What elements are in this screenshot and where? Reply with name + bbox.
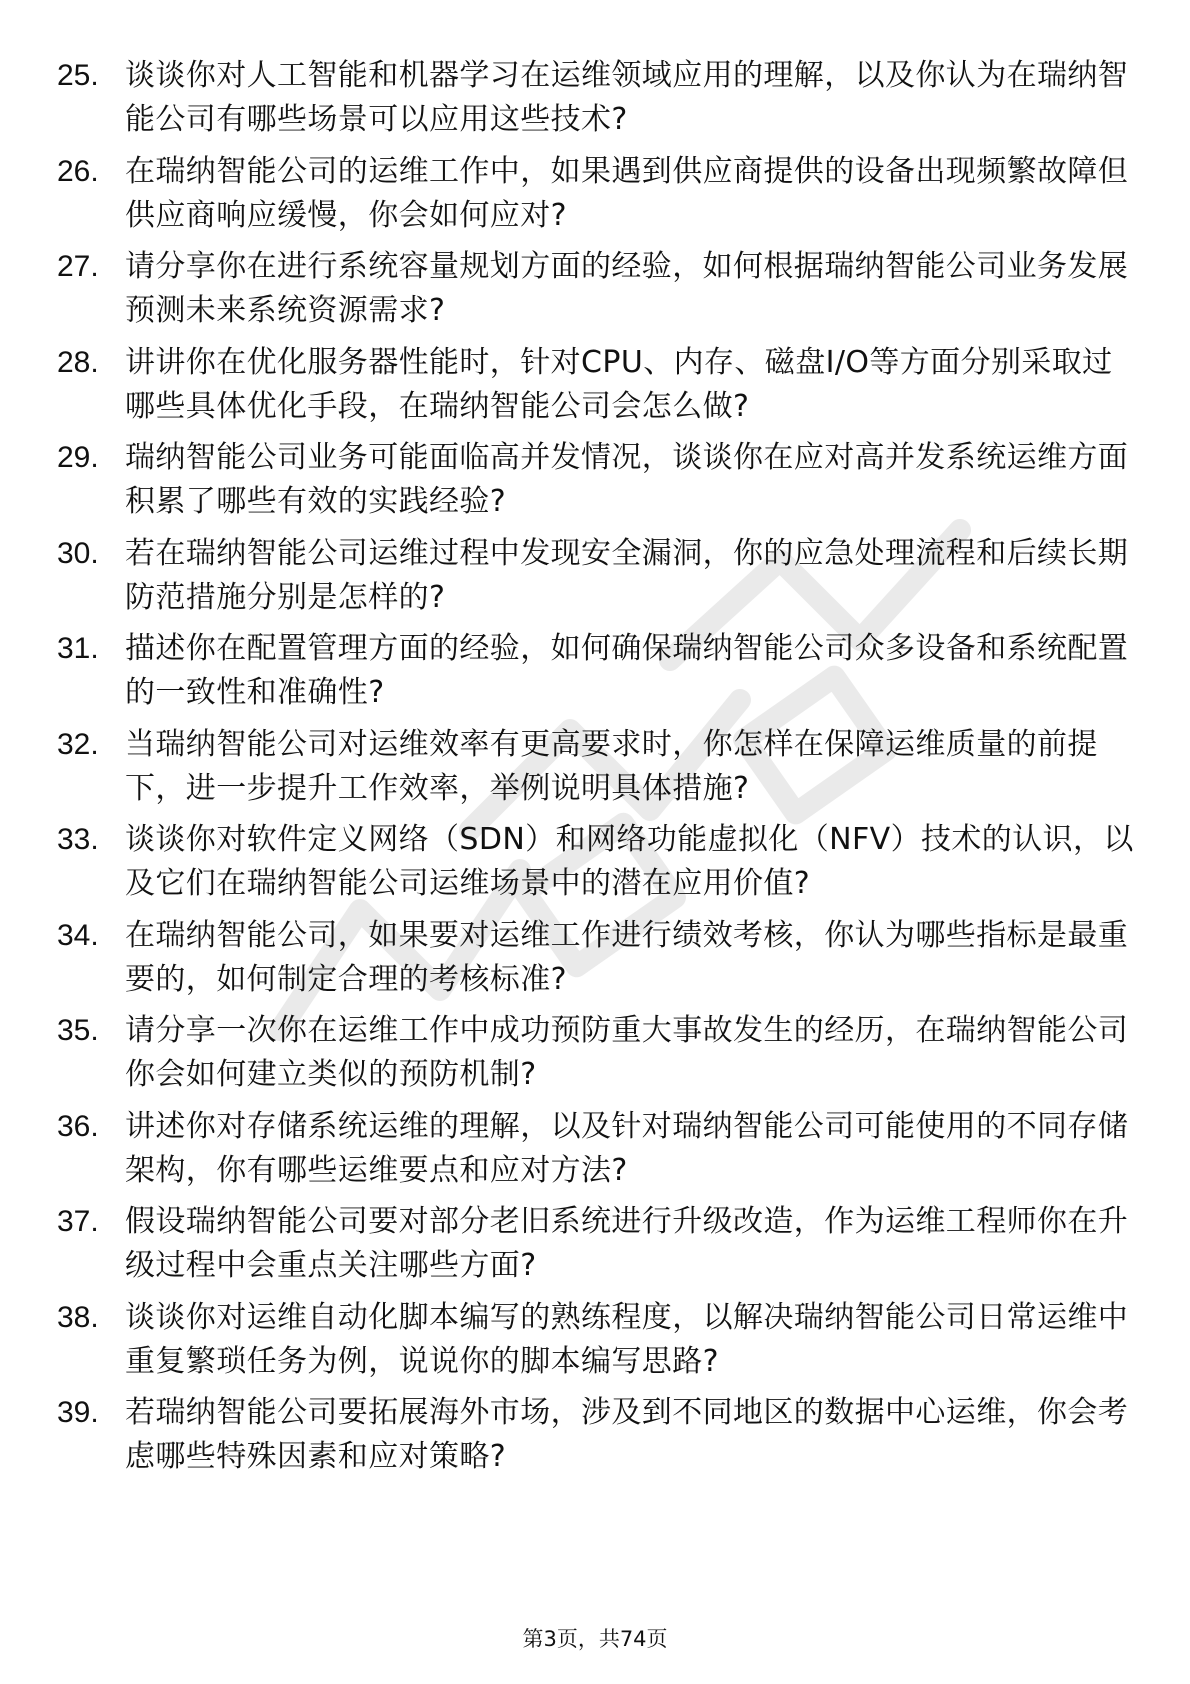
question-item: [57, 1105, 1137, 1201]
question-item: [57, 627, 1137, 723]
question-text: 在瑞纳智能公司的运维工作中，如果遇到供应商提供的设备出现频繁故障但供应商响应缓慢，你会如何应对?: [125, 153, 1129, 233]
question-number: 29.: [57, 441, 99, 474]
question-text: 若在瑞纳智能公司运维过程中发现安全漏洞，你的应急处理流程和后续长期防范措施分别是怎样的?: [125, 535, 1129, 615]
question-number: 30.: [57, 536, 99, 570]
question-item: [57, 914, 1137, 1010]
question-number: 25.: [57, 59, 99, 92]
question-item: [57, 150, 1137, 246]
question-list: [57, 54, 1137, 1487]
question-number: 38.: [57, 1300, 99, 1334]
question-number: 32.: [57, 727, 99, 761]
question-text: 若瑞纳智能公司要拓展海外市场，涉及到不同地区的数据中心运维，你会考虑哪些特殊因素和应对策略?: [125, 1395, 1129, 1474]
question-item: [57, 1009, 1137, 1105]
page-number: 第3页，共74页: [522, 1627, 668, 1651]
question-item: [57, 1391, 1137, 1487]
question-number: 31.: [57, 632, 99, 665]
question-item: [57, 341, 1137, 437]
question-number: 27.: [57, 250, 99, 283]
question-text: 当瑞纳智能公司对运维效率有更高要求时，你怎样在保障运维质量的前提下，进一步提升工作效率，举例说明具体措施?: [125, 726, 1098, 806]
question-text: 请分享你在进行系统容量规划方面的经验，如何根据瑞纳智能公司业务发展预测未来系统资源需求?: [125, 249, 1129, 328]
question-number: 26.: [57, 154, 99, 188]
question-number: 35.: [57, 1014, 99, 1047]
question-item: [57, 1296, 1137, 1392]
question-item: [57, 54, 1137, 150]
question-number: 39.: [57, 1396, 99, 1429]
question-number: 34.: [57, 918, 99, 952]
question-number: 36.: [57, 1109, 99, 1143]
question-item: [57, 245, 1137, 341]
question-item: [57, 436, 1137, 532]
question-text: 假设瑞纳智能公司要对部分老旧系统进行升级改造，作为运维工程师你在升级过程中会重点关注哪些方面?: [125, 1204, 1129, 1283]
question-number: 28.: [57, 345, 99, 379]
question-text: 谈谈你对软件定义网络（SDN）和网络功能虚拟化（NFV）技术的认识，以及它们在瑞纳智能公司运维场景中的潜在应用价值?: [125, 822, 1134, 901]
question-number: 37.: [57, 1205, 99, 1238]
question-text: 在瑞纳智能公司，如果要对运维工作进行绩效考核，你认为哪些指标是最重要的，如何制定合理的考核标准?: [125, 917, 1129, 997]
question-text: 讲讲你在优化服务器性能时，针对CPU、内存、磁盘I/O等方面分别采取过哪些具体优化手段，在瑞纳智能公司会怎么做?: [125, 344, 1113, 424]
question-text: 讲述你对存储系统运维的理解，以及针对瑞纳智能公司可能使用的不同存储架构，你有哪些运维要点和应对方法?: [125, 1108, 1129, 1188]
question-item: [57, 532, 1137, 628]
question-number: 33.: [57, 823, 99, 856]
question-text: 谈谈你对运维自动化脚本编写的熟练程度，以解决瑞纳智能公司日常运维中重复繁琐任务为例，说说你的脚本编写思路?: [125, 1299, 1129, 1379]
question-text: 描述你在配置管理方面的经验，如何确保瑞纳智能公司众多设备和系统配置的一致性和准确性?: [125, 631, 1129, 710]
question-item: [57, 1200, 1137, 1296]
question-item: [57, 723, 1137, 819]
question-text: 瑞纳智能公司业务可能面临高并发情况，谈谈你在应对高并发系统运维方面积累了哪些有效的实践经验?: [125, 440, 1129, 519]
question-item: [57, 818, 1137, 914]
question-text: 谈谈你对人工智能和机器学习在运维领域应用的理解，以及你认为在瑞纳智能公司有哪些场景可以应用这些技术?: [125, 58, 1129, 137]
question-text: 请分享一次你在运维工作中成功预防重大事故发生的经历，在瑞纳智能公司你会如何建立类似的预防机制?: [125, 1013, 1129, 1092]
